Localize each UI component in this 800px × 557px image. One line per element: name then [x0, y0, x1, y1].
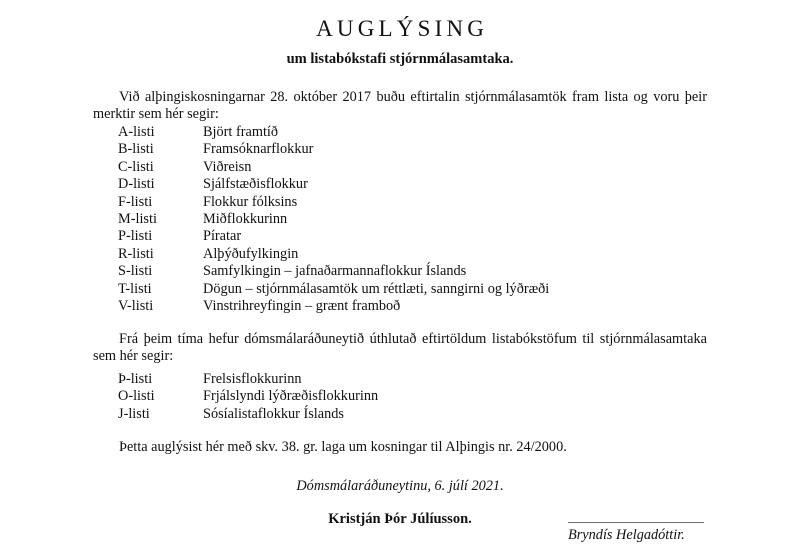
- list-party-name: Vinstrihreyfingin – grænt framboð: [203, 297, 401, 314]
- signature-rule: [568, 522, 704, 523]
- countersignature-name: Bryndís Helgadóttir.: [568, 527, 685, 543]
- list-item: [118, 228, 549, 245]
- election-lists-block: [118, 124, 549, 315]
- list-letter: V-listi: [118, 297, 154, 314]
- list-party-name: Frjálslyndi lýðræðisflokkurinn: [203, 388, 379, 405]
- allocation-paragraph: [93, 331, 707, 366]
- list-letter: R-listi: [118, 245, 154, 262]
- list-item: [118, 194, 549, 211]
- list-party-name: Alþýðufylkingin: [203, 245, 299, 262]
- list-item: [118, 124, 549, 141]
- list-item: [118, 298, 549, 315]
- closing-paragraph: [93, 439, 707, 456]
- allocated-lists-block: [118, 371, 378, 423]
- page-title: AUGLÝSING: [316, 16, 489, 41]
- list-item: [118, 388, 378, 405]
- list-letter: S-listi: [118, 263, 153, 280]
- signature-signer-name: Kristján Þór Júlíusson.: [328, 511, 472, 527]
- list-item: [118, 263, 549, 280]
- list-letter: O-listi: [118, 388, 155, 405]
- list-letter: P-listi: [118, 228, 153, 245]
- list-letter: M-listi: [118, 210, 157, 227]
- list-party-name: Píratar: [203, 228, 242, 245]
- intro-paragraph-text: Við alþingiskosningarnar 28. október 2017 buðu eftirtalin stjórnmálasamtök fram lista og voru þeir merktir sem hér segir:: [93, 89, 707, 123]
- list-party-name: Dögun – stjórnmálasamtök um réttlæti, sanngirni og lýðræði: [203, 280, 550, 297]
- list-party-name: Flokkur fólksins: [203, 193, 298, 210]
- list-party-name: Björt framtíð: [203, 124, 279, 140]
- list-item: [118, 211, 549, 228]
- list-letter: C-listi: [118, 158, 154, 175]
- list-party-name: Sjálfstæðisflokkur: [203, 176, 308, 193]
- list-letter: B-listi: [118, 141, 154, 158]
- list-letter: J-listi: [118, 405, 150, 422]
- allocation-paragraph-text: Frá þeim tíma hefur dómsmálaráðuneytið úthlutað eftirtöldum listabókstöfum til stjórnmálasamtaka sem hér segir:: [93, 331, 707, 365]
- list-letter: T-listi: [118, 280, 152, 297]
- list-letter: A-listi: [118, 124, 155, 140]
- list-party-name: Miðflokkurinn: [203, 210, 288, 227]
- list-item: [118, 159, 549, 176]
- list-party-name: Samfylkingin – jafnaðarmannaflokkur Íslands: [203, 263, 467, 280]
- intro-paragraph: [93, 89, 707, 124]
- page-subtitle: um listabókstafi stjórnmálasamtaka.: [286, 51, 514, 67]
- list-item: [118, 246, 549, 263]
- closing-paragraph-text: Þetta auglýsist hér með skv. 38. gr. laga um kosningar til Alþingis nr. 24/2000.: [119, 439, 567, 455]
- list-party-name: Framsóknarflokkur: [203, 141, 314, 158]
- list-letter: D-listi: [118, 176, 155, 193]
- list-party-name: Frelsisflokkurinn: [203, 371, 302, 387]
- countersignature-block: [568, 522, 708, 544]
- list-letter: F-listi: [118, 193, 153, 210]
- list-item: [118, 406, 378, 423]
- signature-place-and-date: Dómsmálaráðuneytinu, 6. júlí 2021.: [296, 478, 504, 494]
- list-item: [118, 371, 378, 388]
- list-item: [118, 141, 549, 158]
- list-item: [118, 176, 549, 193]
- list-item: [118, 281, 549, 298]
- list-party-name: Sósíalistaflokkur Íslands: [203, 405, 344, 422]
- list-letter: Þ-listi: [118, 371, 153, 387]
- list-party-name: Viðreisn: [203, 158, 252, 175]
